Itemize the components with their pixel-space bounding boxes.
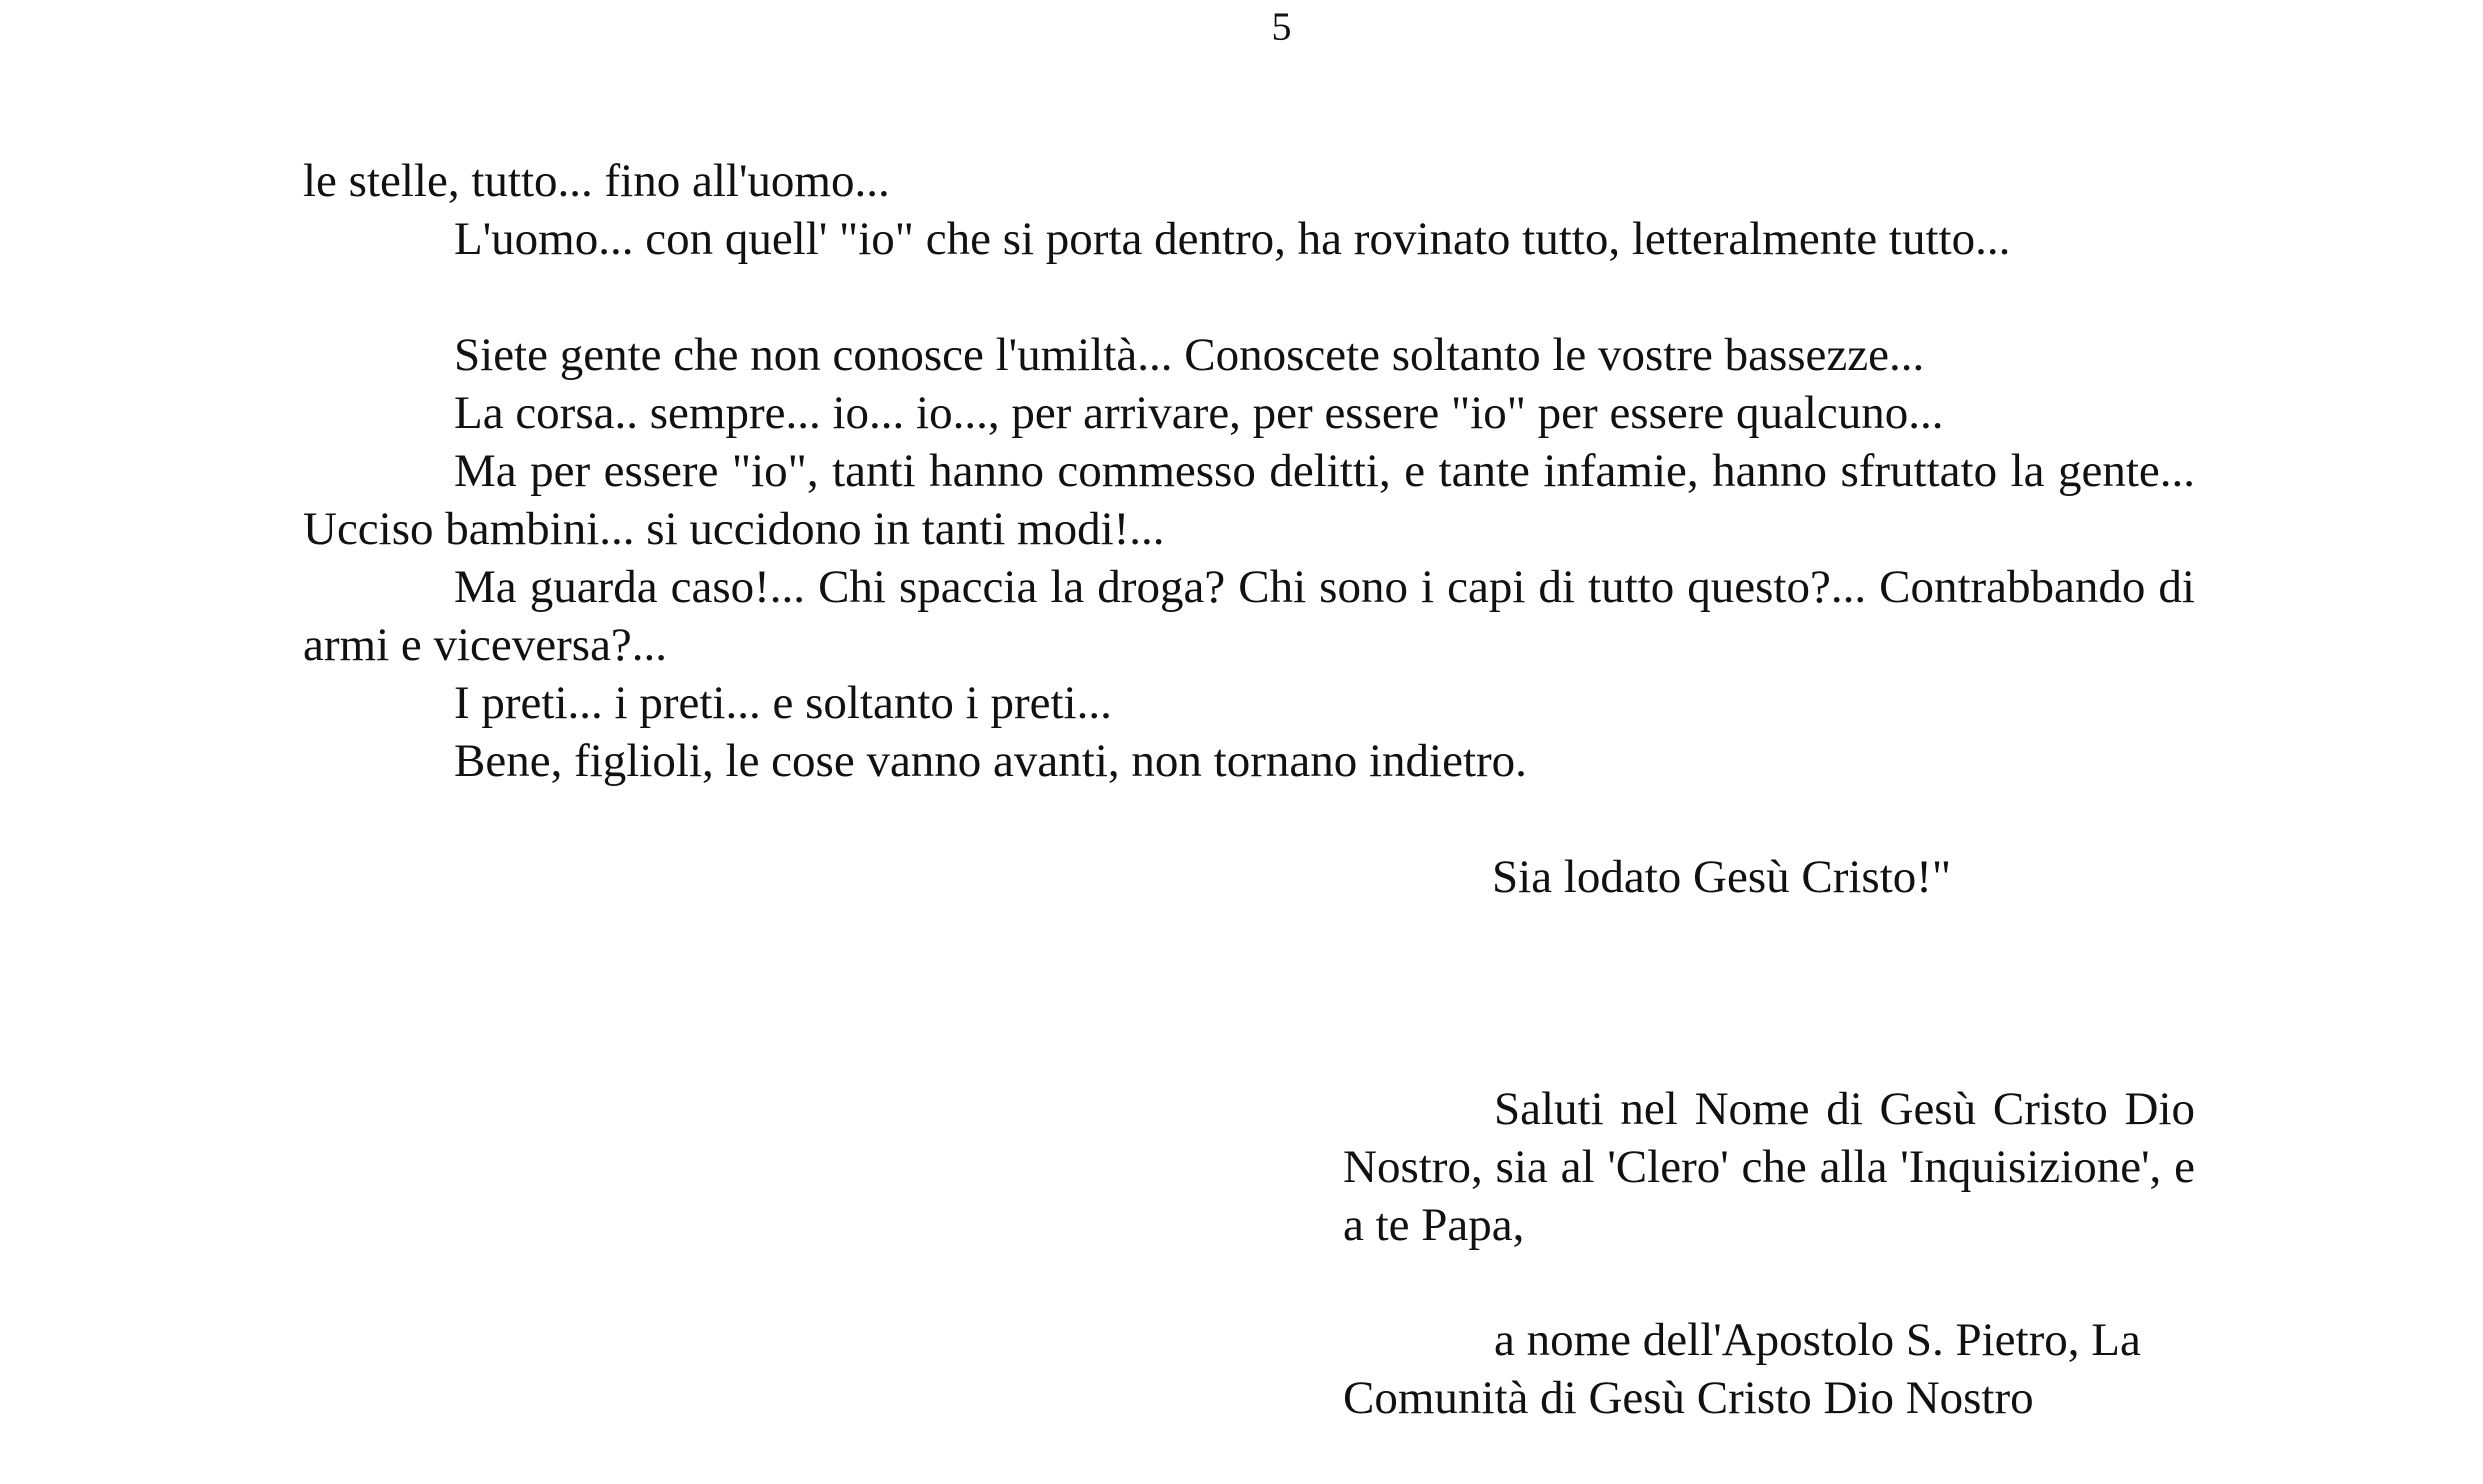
signoff-from-block xyxy=(1343,1311,2195,1427)
signoff-greeting: Saluti nel Nome di Gesù Cristo Dio Nostro, sia al 'Clero' che alla 'Inquisizione', e a te Papa, xyxy=(1343,1083,2195,1251)
page-number: 5 xyxy=(1271,4,1292,49)
letter-body xyxy=(303,152,2195,790)
closing-line: Sia lodato Gesù Cristo!" xyxy=(1492,851,1952,903)
paragraph: Ma per essere "io", tanti hanno commesso delitti, e tante infamie, hanno sfruttato la gente... Ucciso bambini... si uccidono in tanti modi!... xyxy=(303,445,2195,555)
signoff-from-line-2: Comunità di Gesù Cristo Dio Nostro xyxy=(1343,1372,2034,1424)
paragraph: Bene, figlioli, le cose vanno avanti, non tornano indietro. xyxy=(454,735,1527,787)
paragraph: I preti... i preti... e soltanto i preti... xyxy=(454,677,1112,729)
paragraph-spacer xyxy=(303,268,2195,326)
paragraph: L'uomo... con quell' "io" che si porta dentro, ha rovinato tutto, letteralmente tutto... xyxy=(454,213,2011,265)
paragraph: Siete gente che non conosce l'umiltà... Conoscete soltanto le vostre bassezze... xyxy=(454,329,1925,381)
signoff-from-line-1: a nome dell'Apostolo S. Pietro, La xyxy=(1494,1314,2141,1366)
paragraph: Ma guarda caso!... Chi spaccia la droga? Chi sono i capi di tutto questo?... Contrabbando di armi e viceversa?... xyxy=(303,561,2195,671)
paragraph: le stelle, tutto... fino all'uomo... xyxy=(303,155,890,207)
signoff-greeting-block xyxy=(1343,1080,2195,1254)
paragraph: La corsa.. sempre... io... io..., per arrivare, per essere "io" per essere qualcuno... xyxy=(454,387,1944,439)
